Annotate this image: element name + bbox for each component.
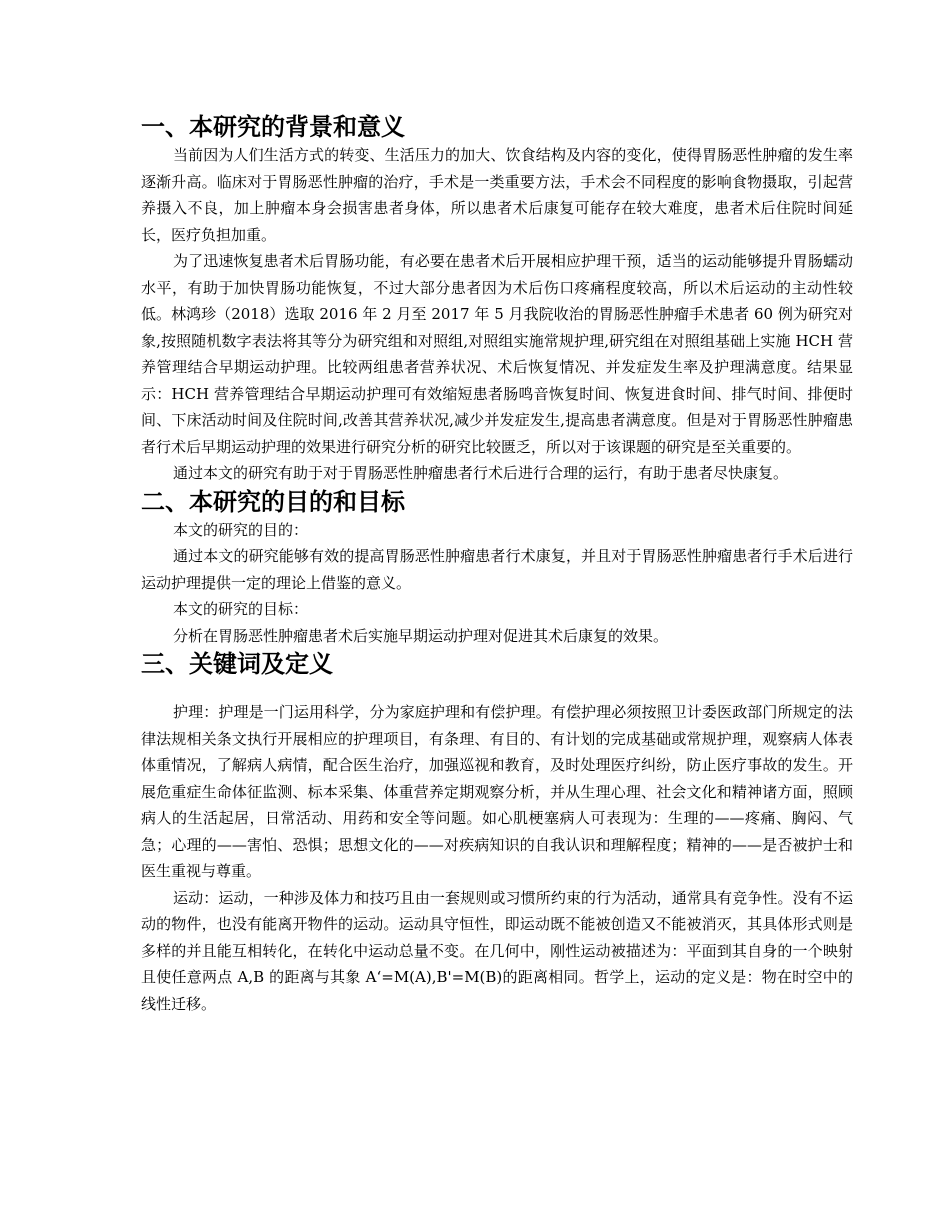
paragraph: 为了迅速恢复患者术后胃肠功能，有必要在患者术后开展相应护理干预，适当的运动能够提升胃肠蠕动水平，有助于加快胃肠功能恢复，不过大部分患者因为术后伤口疼痛程度较高，所以术后运动的主动性较低。林鸿珍（2018）选取 2016 年 2 月至 2017 年 5 月我院收治的胃肠恶性肿瘤手术患者 60 例为研究对象,按照随机数字表法将其等分为研究组和对照组,对照组实施常规护理,研究组在对照组基础上实施 HCH 营养管理结合早期运动护理。比较两组患者营养状况、术后恢复情况、并发症发生率及护理满意度。结果显示：HCH 营养管理结合早期运动护理可有效缩短患者肠鸣音恢复时间、恢复进食时间、排气时间、排便时间、下床活动时间及住院时间,改善其营养状况,减少并发症发生,提高患者满意度。但是对于胃肠恶性肿瘤患者行术后早期运动护理的效果进行研究分析的研究比较匮乏，所以对于该课题的研究是至关重要的。 [141,252,853,456]
section-heading: 一、本研究的背景和意义 [141,113,405,141]
section-keywords [141,649,853,1017]
paragraph: 通过本文的研究能够有效的提高胃肠恶性肿瘤患者行术康复，并且对于胃肠恶性肿瘤患者行手术后进行运动护理提供一定的理论上借鉴的意义。 [141,547,853,592]
section-purpose [141,487,853,650]
document-body [141,112,853,1017]
paragraph: 运动：运动，一种涉及体力和技巧且由一套规则或习惯所约束的行为活动，通常具有竞争性。没有不运动的物件，也没有能离开物件的运动。运动具守恒性，即运动既不能被创造又不能被消灭，其具体形式则是多样的并且能互相转化，在转化中运动总量不变。在几何中，刚性运动被描述为：平面到其自身的一个映射且使任意两点 A,B 的距离与其象 A‘=M(A),B'=M(B)的距离相同。哲学上，运动的定义是：物在时空中的线性迁移。 [141,888,853,1013]
paragraph: 本文的研究的目标： [173,600,309,618]
section-heading: 二、本研究的目的和目标 [141,487,405,516]
paragraph: 护理：护理是一门运用科学，分为家庭护理和有偿护理。有偿护理必须按照卫计委医政部门所规定的法律法规相关条文执行开展相应的护理项目，有条理、有目的、有计划的完成基础或常规护理，观察病人体表体重情况，了解病人病情，配合医生治疗，加强巡视和教育，及时处理医疗纠纷，防止医疗事故的发生。开展危重症生命体征监测、标本采集、体重营养定期观察分析，并从生理心理、社会文化和精神诸方面，照顾病人的生活起居，日常活动、用药和安全等问题。如心肌梗塞病人可表现为：生理的——疼痛、胸闷、气急；心理的——害怕、恐惧；思想文化的——对疾病知识的自我认识和理解程度；精神的——是否被护士和医生重视与尊重。 [141,703,853,880]
paragraph: 本文的研究的目的： [173,520,309,539]
paragraph: 当前因为人们生活方式的转变、生活压力的加大、饮食结构及内容的变化，使得胃肠恶性肿瘤的发生率逐渐升高。临床对于胃肠恶性肿瘤的治疗，手术是一类重要方法，手术会不同程度的影响食物摄取，引起营养摄入不良，加上肿瘤本身会损害患者身体，所以患者术后康复可能存在较大难度，患者术后住院时间延长，医疗负担加重。 [141,146,853,244]
paragraph: 通过本文的研究有助于对于胃肠恶性肿瘤患者行术后进行合理的运行，有助于患者尽快康复。 [173,464,789,482]
paragraph: 分析在胃肠恶性肿瘤患者术后实施早期运动护理对促进其术后康复的效果。 [173,626,669,645]
section-heading: 三、关键词及定义 [141,650,333,678]
section-spacer [141,679,853,699]
section-background [141,112,853,487]
